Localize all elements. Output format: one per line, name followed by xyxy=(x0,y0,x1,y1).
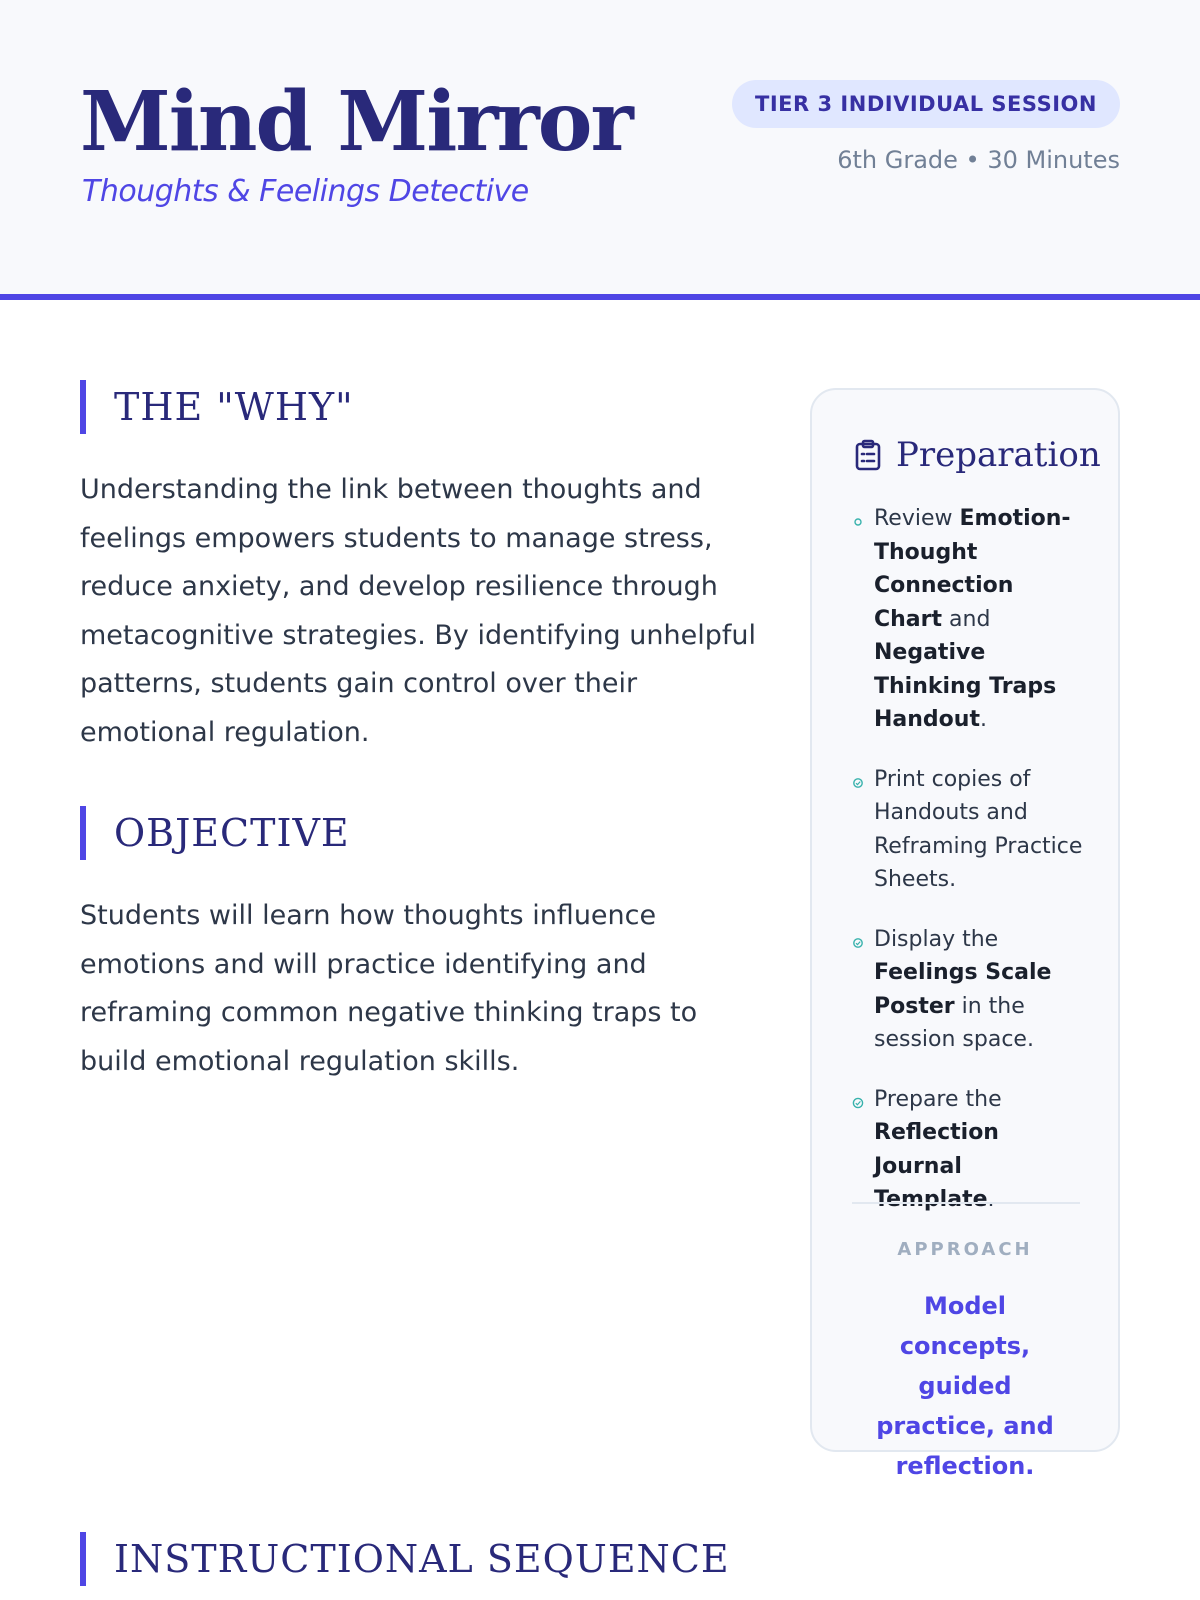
card-divider xyxy=(852,1202,1080,1204)
grade-text: 6th Grade xyxy=(837,146,958,174)
why-section-body: Understanding the link between thoughts and feelings empowers students to manage stress, reduce anxiety, and develop resilience through metacognitive strategies. By identifying unhelpful patterns, students gain control over their emotional regulation. xyxy=(80,474,756,748)
approach-text: Model concepts, guided practice, and reflection. xyxy=(876,1292,1054,1480)
preparation-item-text: Prepare the Reflection Journal Template. xyxy=(874,1086,1002,1212)
preparation-item xyxy=(852,763,1088,897)
meta-separator: • xyxy=(965,146,980,174)
why-section-title: THE "WHY" xyxy=(80,380,354,434)
check-circle-icon xyxy=(852,516,864,528)
instructional-sequence-title: INSTRUCTIONAL SEQUENCE xyxy=(80,1532,730,1586)
objective-section-title: OBJECTIVE xyxy=(80,806,350,860)
duration-text: 30 Minutes xyxy=(987,146,1120,174)
clipboard-icon xyxy=(854,439,882,471)
preparation-header xyxy=(854,430,1101,480)
preparation-item-text: Print copies of Handouts and Reframing Practice Sheets. xyxy=(874,766,1083,892)
document-title: Mind Mirror xyxy=(80,74,632,170)
preparation-title: Preparation xyxy=(896,435,1101,475)
preparation-item-text: Display the Feelings Scale Poster in the session space. xyxy=(874,926,1052,1052)
check-circle-icon xyxy=(852,777,864,789)
preparation-item xyxy=(852,923,1088,1057)
preparation-card xyxy=(810,388,1120,1480)
preparation-item xyxy=(852,502,1088,737)
approach-label: APPROACH xyxy=(897,1239,1033,1260)
tier-badge: TIER 3 INDIVIDUAL SESSION xyxy=(732,80,1120,128)
document-subtitle: Thoughts & Feelings Detective xyxy=(82,174,529,209)
preparation-item-text: Review Emotion-Thought Connection Chart and Negative Thinking Traps Handout. xyxy=(874,506,1071,732)
document-header xyxy=(0,0,1200,300)
objective-section-body: Students will learn how thoughts influence emotions and will practice identifying and reframing common negative thinking traps to build emotional regulation skills. xyxy=(80,900,698,1077)
session-meta xyxy=(837,140,1120,180)
check-circle-icon xyxy=(852,937,864,949)
preparation-item xyxy=(852,1083,1088,1217)
preparation-list xyxy=(852,502,1088,1243)
check-circle-icon xyxy=(852,1097,864,1109)
